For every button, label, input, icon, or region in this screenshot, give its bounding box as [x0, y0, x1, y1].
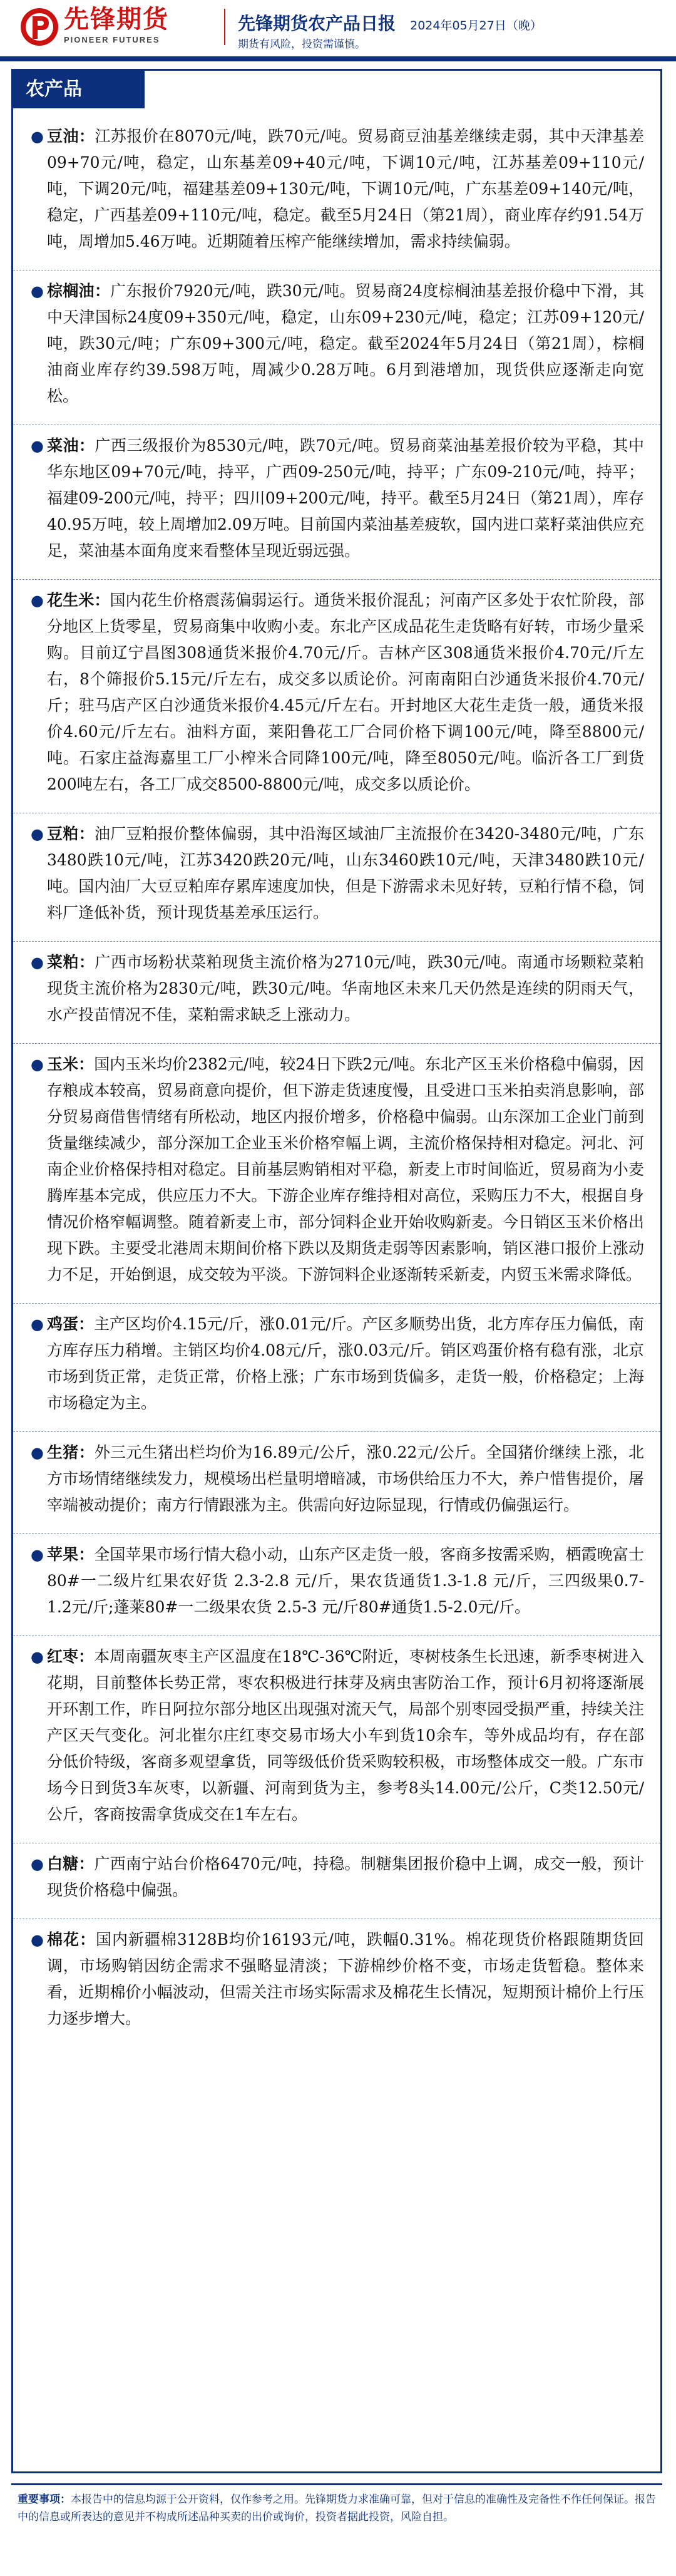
commodity-body	[47, 1927, 644, 2032]
commodity-body	[47, 587, 644, 798]
bullet-icon: ●	[31, 1931, 44, 1949]
commodity-body	[47, 1311, 644, 1416]
commodity-text: 国内花生价格震荡偏弱运行。通货米报价混乱；河南产区多处于农忙阶段，部分地区上货零星，贸易商集中收购小麦。东北产区成品花生走货略有好转，市场少量采购。目前辽宁昌图308通货米报价4.70元/斤。吉林产区308通货米报价4.70元/斤左右，8个筛报价5.15元/斤左右，成交多以质论价。河南南阳白沙通货米报价4.70元/斤；驻马店产区白沙通货米报价4.45元/斤左右。开封地区大花生走货一般，通货米报价4.60元/斤左右。油料方面，莱阳鲁花工厂合同价格下调100元/吨，降至8800元/吨。石家庄益海嘉里工厂小榨米合同降100元/吨，降至8050元/吨。临沂各工厂到货200吨左右，各工厂成交8500-8800元/吨，成交多以质论价。	[47, 591, 644, 793]
bullet-icon: ●	[31, 128, 44, 145]
commodity-item	[13, 1636, 660, 1843]
commodity-name: 棉花：	[47, 1930, 96, 1949]
bullet-icon: ●	[31, 1056, 44, 1073]
bullet-icon: ●	[31, 592, 44, 609]
logo-text	[64, 4, 214, 45]
bullet-icon: ●	[31, 954, 44, 971]
risk-slogan: 期货有风险，投资需谨慎。	[238, 38, 366, 51]
bullet-icon: ●	[31, 1546, 44, 1564]
header-rule	[0, 56, 676, 61]
commodity-name: 棕榈油：	[47, 282, 111, 300]
report-title: 先锋期货农产品日报	[238, 13, 396, 34]
commodity-item	[13, 1044, 660, 1304]
commodity-text: 国内新疆棉3128B均价16193元/吨，跌幅0.31%。棉花现货价格跟随期货回调，市场购销因纺企需求不强略显清淡；下游棉纱价格不变，市场走货暂稳。整体来看，近期棉价小幅波动，但需关注市场实际需求及棉花生长情况，短期预计棉价上行压力逐步增大。	[47, 1930, 644, 2027]
commodity-name: 白糖：	[47, 1855, 95, 1873]
commodity-body	[47, 123, 644, 255]
commodity-body	[47, 1851, 644, 1904]
report-date: 2024年05月27日（晚）	[410, 19, 542, 33]
commodity-body	[47, 433, 644, 564]
commodity-item	[13, 942, 660, 1044]
commodity-text: 广西市场粉状菜粕现货主流价格为2710元/吨，跌30元/吨。南通市场颗粒菜粕现货主流价格为2830元/吨，跌30元/吨。华南地区未来几天仍然是连续的阴雨天气，水产投苗情况不佳，菜粕需求缺乏上涨动力。	[47, 953, 644, 1024]
commodity-item	[13, 1843, 660, 1919]
disclaimer-label: 重要事项：	[18, 2493, 71, 2506]
commodity-text: 外三元生猪出栏均价为16.89元/公斤，涨0.22元/公斤。全国猪价继续上涨，北方市场情绪继续发力，规模场出栏量明增暗减，市场供给压力不大，养户惜售提价，屠宰端被动提价；南方行情跟涨为主。供需向好边际显现，行情或仍偏强运行。	[47, 1443, 644, 1514]
commodity-body	[47, 821, 644, 926]
brand-name-cn: 先锋期货	[64, 4, 169, 34]
bullet-icon: ●	[31, 1648, 44, 1666]
commodity-item	[13, 813, 660, 942]
commodity-name: 菜油：	[47, 436, 95, 455]
commodity-name: 豆油：	[47, 127, 95, 145]
commodity-name: 菜粕：	[47, 953, 95, 971]
commodity-body	[47, 1051, 644, 1288]
report-title-line	[238, 10, 542, 35]
section-title: 农产品	[13, 71, 145, 108]
bullet-icon: ●	[31, 825, 44, 843]
commodity-item	[13, 116, 660, 270]
commodity-item	[13, 1304, 660, 1432]
bullet-icon: ●	[31, 1855, 44, 1873]
disclaimer-text: 本报告中的信息均源于公开资料，仅作参考之用。先锋期货力求准确可靠，但对于信息的准确性及完备性不作任何保证。报告中的信息或所表达的意见并不构成所述品种买卖的出价或询价，投资者据此投资，风险自担。	[18, 2493, 656, 2523]
bullet-icon: ●	[31, 282, 44, 300]
commodity-text: 全国苹果市场行情大稳小动，山东产区走货一般，客商多按需采购，栖霞晚富士 80#一二级片红果农好货 2.3-2.8 元/斤，果农货通货1.3-1.8 元/斤，三四级果0.7-1.2元/斤;蓬莱80#一二级果农货 2.5-3 元/斤80#通货1.5-2.0元/斤。	[47, 1545, 644, 1616]
commodity-item	[13, 1534, 660, 1636]
commodity-body	[47, 1440, 644, 1518]
commodity-text: 主产区均价4.15元/斤，涨0.01元/斤。产区多顺势出货，北方库存压力偏低，南方库存压力稍增。主销区均价4.08元/斤，涨0.03元/斤。销区鸡蛋价格有稳有涨，北京市场到货正常，走货正常，价格上涨；广东市场到货偏多，走货一般，价格稳定；上海市场稳定为主。	[47, 1315, 644, 1412]
commodity-name: 生猪：	[47, 1443, 95, 1461]
header-divider	[224, 9, 225, 45]
commodity-text: 本周南疆灰枣主产区温度在18℃-36℃附近，枣树枝条生长迅速，新季枣树进入花期，目前整体长势正常，枣农积极进行抹芽及病虫害防治工作，预计6月初将逐渐展开环割工作，昨日阿拉尔部分地区出现强对流天气，局部个别枣园受损严重，持续关注产区天气变化。河北崔尔庄红枣交易市场大小车到货10余车，等外成品均有，存在部分低价特级，客商多观望拿货，同等级低价货采购较积极，市场整体成交一般。广东市场今日到货3车灰枣，以新疆、河南到货为主，参考8头14.00元/公斤，C类12.50元/公斤，客商按需拿货成交在1车左右。	[47, 1647, 644, 1823]
report-header	[0, 0, 676, 54]
commodity-name: 玉米：	[47, 1055, 95, 1073]
commodity-item	[13, 580, 660, 813]
commodity-item	[13, 1432, 660, 1534]
disclaimer	[18, 2491, 656, 2526]
pioneer-logo-icon	[19, 6, 60, 48]
commodity-text: 广西三级报价为8530元/吨，跌70元/吨。贸易商菜油基差报价较为平稳，其中华东地区09+70元/吨，持平，广西09-250元/吨，持平；广东09-210元/吨，持平；福建09-200元/吨，持平；四川09+200元/吨，持平。截至5月24日（第21周），库存40.95万吨，较上周增加2.09万吨。目前国内菜油基差疲软，国内进口菜籽菜油供应充足，菜油基本面角度来看整体呈现近弱远强。	[47, 436, 644, 560]
commodity-text: 国内玉米均价2382元/吨，较24日下跌2元/吨。东北产区玉米价格稳中偏弱，因存粮成本较高，贸易商意向提价，但下游走货速度慢，且受进口玉米拍卖消息影响，部分贸易商借售情绪有所松动，地区内报价增多，价格稳中偏弱。山东深加工企业门前到货量继续减少，部分深加工企业玉米价格窄幅上调，主流价格保持相对稳定。河北、河南企业价格保持相对稳定。目前基层购销相对平稳，新麦上市时间临近，贸易商为小麦腾库基本完成，供应压力不大。下游企业库存维持相对高位，采购压力不大，根据自身情况价格窄幅调整。随着新麦上市，部分饲料企业开始收购新麦。今日销区玉米价格出现下跌。主要受北港周末期间价格下跌以及期货走弱等因素影响，销区港口报价上涨动力不足，开始倒退，成交较为平淡。下游饲料企业逐渐转采新麦，内贸玉米需求降低。	[47, 1055, 644, 1284]
commodity-body	[47, 278, 644, 410]
commodity-name: 鸡蛋：	[47, 1315, 95, 1333]
bullet-icon: ●	[31, 1444, 44, 1461]
commodity-name: 红枣：	[47, 1647, 95, 1666]
commodity-text: 江苏报价在8070元/吨，跌70元/吨。贸易商豆油基差继续走弱，其中天津基差09+70元/吨，稳定，山东基差09+40元/吨，下调10元/吨，江苏基差09+110元/吨，下调20元/吨，福建基差09+130元/吨，下调10元/吨，广东基差09+140元/吨，稳定，广西基差09+110元/吨，稳定。截至5月24日（第21周），商业库存约91.54万吨，周增加5.46万吨。近期随着压榨产能继续增加，需求持续偏弱。	[47, 127, 644, 250]
bullet-icon: ●	[31, 1316, 44, 1333]
disclaimer-rule	[11, 2483, 662, 2485]
commodity-item	[13, 270, 660, 425]
commodity-text: 广西南宁站台价格6470元/吨，持稳。制糖集团报价稳中上调，成交一般，预计现货价格稳中偏强。	[47, 1855, 644, 1899]
commodity-body	[47, 1542, 644, 1620]
bullet-icon: ●	[31, 437, 44, 455]
commodity-name: 花生米：	[47, 591, 110, 609]
commodity-name: 苹果：	[47, 1545, 95, 1564]
commodity-item	[13, 1919, 660, 2047]
commodity-text: 广东报价7920元/吨，跌30元/吨。贸易商24度棕榈油基差报价稳中下滑，其中天津国标24度09+350元/吨，稳定，山东09+230元/吨，稳定；江苏09+120元/吨，跌30元/吨；广东09+300元/吨，稳定。截至2024年5月24日（第21周），棕榈油商业库存约39.598万吨，周减少0.28万吨。6月到港增加，现货供应逐渐走向宽松。	[47, 282, 644, 405]
commodity-list	[13, 116, 660, 2047]
commodity-name: 豆粕：	[47, 825, 95, 843]
commodity-body	[47, 949, 644, 1028]
commodity-body	[47, 1644, 644, 1828]
commodity-text: 油厂豆粕报价整体偏弱，其中沿海区域油厂主流报价在3420-3480元/吨，广东3480跌10元/吨，江苏3420跌20元/吨，山东3460跌10元/吨，天津3480跌10元/吨。国内油厂大豆豆粕库存累库速度加快，但是下游需求未见好转，豆粕行情不稳，饲料厂逢低补货，预计现货基差承压运行。	[47, 825, 644, 922]
brand-name-en: PIONEER FUTURES	[64, 35, 160, 44]
content-frame	[11, 69, 662, 2473]
commodity-item	[13, 425, 660, 580]
